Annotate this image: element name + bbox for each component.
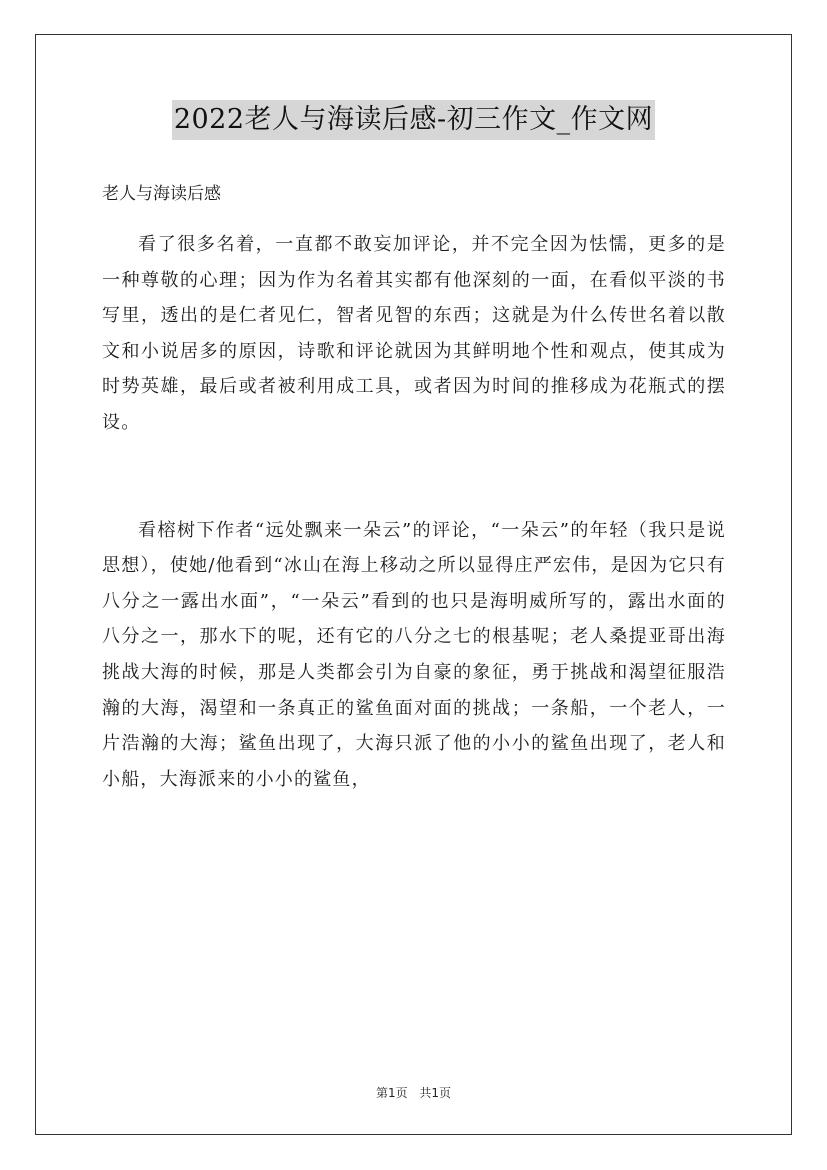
title-wrap <box>0 100 827 140</box>
document-subtitle: 老人与海读后感 <box>102 184 221 204</box>
document-body <box>102 176 726 797</box>
page-number-total: 共1页 <box>419 1086 452 1100</box>
document-title: 2022老人与海读后感-初三作文_作文网 <box>172 100 655 140</box>
paragraph-2: 看榕树下作者“远处飘来一朵云”的评论，“一朵云”的年轻（我只是说思想），使她/他看到“冰山在海上移动之所以显得庄严宏伟，是因为它只有八分之一露出水面”，“一朵云”看到的也只是海明威所写的，露出水面的八分之一，那水下的呢，还有它的八分之七的根基呢；老人桑提亚哥出海挑战大海的时候，那是人类都会引为自豪的象征，勇于挑战和渴望征服浩瀚的大海，渴望和一条真正的鲨鱼面对面的挑战；一条船，一个老人，一片浩瀚的大海；鲨鱼出现了，大海只派了他的小小的鲨鱼出现了，老人和小船，大海派来的小小的鲨鱼， <box>102 519 726 790</box>
page-footer <box>0 1084 827 1101</box>
paragraph-1: 看了很多名着，一直都不敢妄加评论，并不完全因为怯懦，更多的是一种尊敬的心理；因为作为名着其实都有他深刻的一面，在看似平淡的书写里，透出的是仁者见仁，智者见智的东西；这就是为什么传世名着以散文和小说居多的原因，诗歌和评论就因为其鲜明地个性和观点，使其成为时势英雄，最后或者被利用成工具，或者因为时间的推移成为花瓶式的摆设。 <box>102 234 726 433</box>
paragraph-gap <box>102 441 726 513</box>
page-number-current: 第1页 <box>375 1086 408 1100</box>
